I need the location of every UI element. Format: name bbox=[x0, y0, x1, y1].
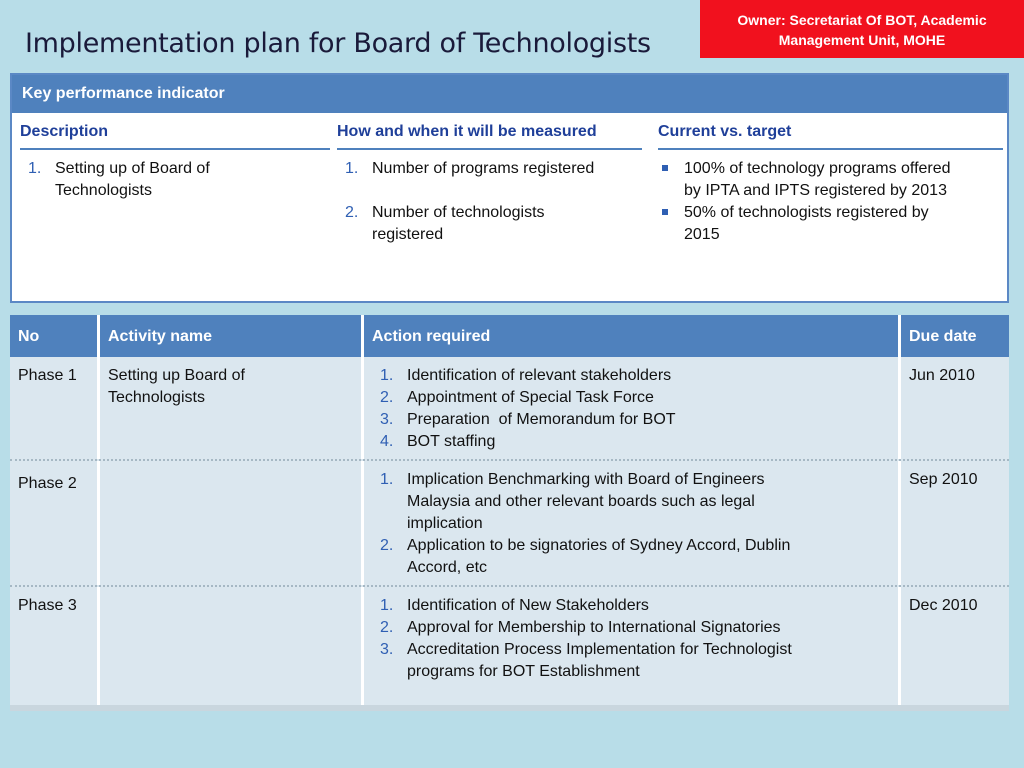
action-text-line: programs for BOT Establishment bbox=[407, 663, 640, 680]
action-item bbox=[372, 535, 898, 579]
kpi-target-column bbox=[658, 123, 1003, 246]
action-item bbox=[372, 431, 898, 453]
square-bullet-icon bbox=[658, 158, 684, 202]
action-item bbox=[372, 387, 898, 409]
owner-line-1: Owner: Secretariat Of BOT, Academic bbox=[737, 12, 987, 28]
action-item bbox=[372, 469, 898, 535]
header-no: No bbox=[10, 315, 100, 357]
action-text-line: implication bbox=[407, 515, 483, 532]
item-text-line: by IPTA and IPTS registered by 2013 bbox=[684, 182, 947, 199]
table-row bbox=[10, 461, 1009, 587]
kpi-description-item bbox=[20, 158, 330, 202]
kpi-header: Key performance indicator bbox=[12, 75, 1007, 113]
action-text-line: Accreditation Process Implementation for Technologist bbox=[407, 641, 792, 658]
kpi-panel bbox=[10, 73, 1009, 303]
item-number: 1. bbox=[28, 160, 42, 177]
action-number: 2. bbox=[380, 537, 394, 554]
item-text-line: Number of programs registered bbox=[372, 160, 595, 177]
action-item bbox=[372, 409, 898, 431]
item-text-line: registered bbox=[372, 226, 444, 243]
action-number: 3. bbox=[380, 411, 394, 428]
action-number: 1. bbox=[380, 471, 394, 488]
action-text-line: Accord, etc bbox=[407, 559, 488, 576]
table-row bbox=[10, 587, 1009, 705]
action-number: 4. bbox=[380, 433, 394, 450]
activity-text-line: Technologists bbox=[108, 389, 205, 406]
table-row bbox=[10, 357, 1009, 461]
action-number: 3. bbox=[380, 641, 394, 658]
owner-line-2: Management Unit, MOHE bbox=[778, 32, 946, 48]
action-text-line: Implication Benchmarking with Board of Engineers bbox=[407, 471, 765, 488]
action-item bbox=[372, 595, 898, 617]
action-number: 1. bbox=[380, 597, 394, 614]
item-text-line: Setting up of Board of bbox=[55, 160, 210, 177]
page-title: Implementation plan for Board of Technologists bbox=[25, 28, 651, 59]
action-text: BOT staffing bbox=[407, 433, 496, 450]
action-item bbox=[372, 617, 898, 639]
activity-cell bbox=[100, 587, 364, 705]
header-activity-name: Activity name bbox=[100, 315, 364, 357]
action-text-line: Application to be signatories of Sydney Accord, Dublin bbox=[407, 537, 791, 554]
header-due-date: Due date bbox=[901, 315, 1009, 357]
item-text-line: 50% of technologists registered by bbox=[684, 204, 929, 221]
action-item bbox=[372, 365, 898, 387]
kpi-description-column bbox=[20, 123, 330, 202]
kpi-target-item bbox=[658, 158, 1003, 202]
action-number: 2. bbox=[380, 619, 394, 636]
kpi-target-item bbox=[658, 202, 1003, 246]
phase-cell: Phase 3 bbox=[10, 587, 100, 705]
item-text-line: 2015 bbox=[684, 226, 720, 243]
square-bullet-icon bbox=[658, 202, 684, 246]
item-text-line: Number of technologists bbox=[372, 204, 545, 221]
item-number: 1. bbox=[345, 160, 359, 177]
action-text: Appointment of Special Task Force bbox=[407, 389, 654, 406]
due-date-cell: Sep 2010 bbox=[909, 471, 978, 488]
activity-table bbox=[10, 315, 1009, 715]
action-text: Approval for Membership to International Signatories bbox=[407, 619, 781, 636]
action-text: Identification of New Stakeholders bbox=[407, 597, 649, 614]
action-number: 1. bbox=[380, 367, 394, 384]
kpi-measured-column bbox=[337, 123, 642, 246]
activity-cell bbox=[100, 461, 364, 585]
action-cell bbox=[364, 587, 901, 705]
owner-box bbox=[700, 0, 1024, 58]
phase-cell: Phase 2 bbox=[10, 461, 100, 585]
item-text-line: 100% of technology programs offered bbox=[684, 160, 951, 177]
header-action-required: Action required bbox=[364, 315, 901, 357]
due-date-cell: Jun 2010 bbox=[909, 367, 975, 384]
action-cell bbox=[364, 357, 901, 459]
action-number: 2. bbox=[380, 389, 394, 406]
action-cell bbox=[364, 461, 901, 585]
action-text: Preparation of Memorandum for BOT bbox=[407, 411, 676, 428]
action-text-line: Malaysia and other relevant boards such as legal bbox=[407, 493, 755, 510]
kpi-measured-item bbox=[337, 202, 642, 246]
item-text-line: Technologists bbox=[55, 182, 152, 199]
activity-text-line: Setting up Board of bbox=[108, 367, 245, 384]
table-bottom-border bbox=[10, 705, 1009, 711]
action-text: Identification of relevant stakeholders bbox=[407, 367, 672, 384]
action-item bbox=[372, 639, 898, 683]
phase-cell: Phase 1 bbox=[10, 357, 100, 459]
kpi-target-heading: Current vs. target bbox=[658, 123, 1003, 150]
kpi-measured-heading: How and when it will be measured bbox=[337, 123, 642, 150]
kpi-measured-item bbox=[337, 158, 642, 180]
item-number: 2. bbox=[345, 204, 359, 221]
activity-cell bbox=[100, 357, 364, 459]
due-date-cell: Dec 2010 bbox=[909, 597, 978, 614]
table-header-row bbox=[10, 315, 1009, 357]
kpi-description-heading: Description bbox=[20, 123, 330, 150]
